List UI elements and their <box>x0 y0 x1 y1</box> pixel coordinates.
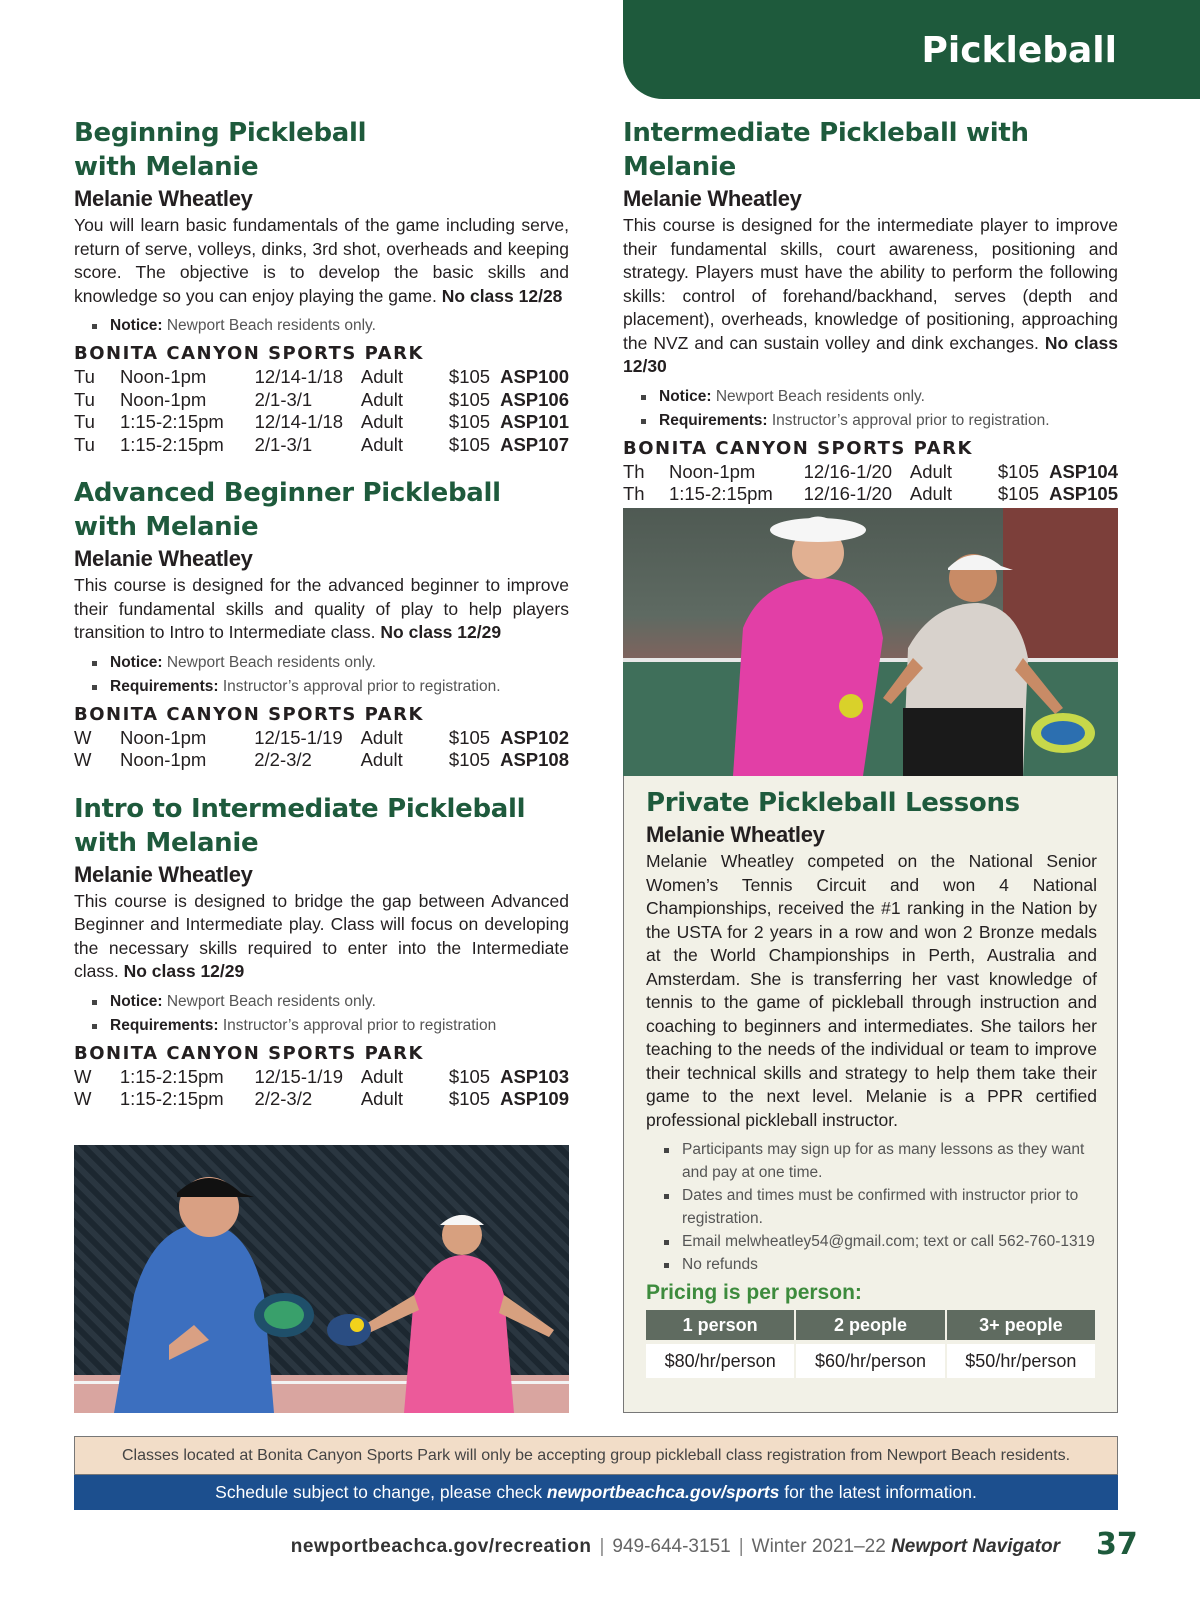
time-cell: Noon-1pm <box>119 726 207 748</box>
price-cell: $105 <box>448 726 491 748</box>
dates-cell: 2/1-3/1 <box>254 388 313 410</box>
price-cell: $105 <box>448 388 491 410</box>
day-cell: Th <box>623 460 645 482</box>
age-cell: Adult <box>360 411 404 432</box>
dates-cell: 12/16-1/20 <box>803 483 893 504</box>
pricing-header-row <box>646 1310 1095 1340</box>
notice-label: Notice: <box>110 992 163 1010</box>
venue-name: BONITA CANYON SPORTS PARK <box>74 1042 424 1064</box>
schedule-prefix: Schedule subject to change, please check <box>215 1482 543 1502</box>
pricing-header: 2 people <box>796 1310 944 1340</box>
table-row <box>74 366 569 389</box>
requirements-item <box>92 1014 569 1038</box>
course-title-line: with Melanie <box>74 152 259 182</box>
sports-link[interactable]: newportbeachca.gov/sports <box>546 1482 780 1502</box>
day-cell: Tu <box>74 411 95 432</box>
price-cell: $105 <box>448 1088 491 1109</box>
schedule-table <box>74 727 569 772</box>
time-cell: 1:15-2:15pm <box>119 411 224 432</box>
section-header-tab <box>623 0 1200 99</box>
day-cell: Tu <box>74 433 95 455</box>
pricing-title: Pricing is per person: <box>646 1281 862 1304</box>
venue-name: BONITA CANYON SPORTS PARK <box>623 437 973 459</box>
footer-phone: 949-644-3151 <box>612 1536 731 1557</box>
table-row <box>74 411 569 434</box>
notice-text: Newport Beach residents only. <box>166 317 376 334</box>
day-cell: Tu <box>74 366 95 387</box>
footer-separator: | <box>738 1536 744 1557</box>
course-description <box>74 214 569 308</box>
notice-label: Notice: <box>110 317 163 334</box>
day-cell: W <box>74 1065 92 1087</box>
requirements-label: Requirements: <box>110 677 219 695</box>
course-title-line: Advanced Beginner Pickleball <box>74 478 501 508</box>
table-row <box>74 1066 569 1089</box>
course-code-cell: ASP102 <box>500 726 569 748</box>
private-lessons-description: Melanie Wheatley competed on the National Senior Women’s Tennis Circuit and won 4 National Championships, received the #1 ranking in the Nation by the USTA for 2 years in a row and won 2 Bronze medals at the World Championships in Perth, Australia and Amsterdam. She is transferring her vast knowledge of tennis to the game of pickleball through instruction and coaching to beginners and intermediates. She tailors her teaching to the needs of the individual or team to improve their technical skills and strategy to help them take their game to the next level. Melanie is a PPR certified professional pickleball instructor. <box>646 851 1097 1130</box>
requirements-item <box>92 675 569 699</box>
instructor-name: Melanie Wheatley <box>646 822 825 847</box>
right-column <box>623 116 1118 571</box>
dates-cell: 12/14-1/18 <box>254 366 344 387</box>
requirements-text: Instructor’s approval prior to registration <box>222 1016 497 1034</box>
course-code-cell: ASP108 <box>500 749 569 770</box>
private-lessons-notes <box>664 1138 1097 1276</box>
pricing-rate: $80/hr/person <box>646 1340 794 1378</box>
table-row <box>623 483 1118 506</box>
page-number: 37 <box>1096 1527 1138 1562</box>
pricing-rate: $50/hr/person <box>947 1340 1095 1378</box>
age-cell: Adult <box>360 1088 403 1109</box>
requirements-text: Instructor’s approval prior to registration. <box>222 677 501 695</box>
course-title: Intermediate Pickleball with Melanie <box>623 118 1029 182</box>
price-cell: $105 <box>997 483 1040 504</box>
instructor-name: Melanie Wheatley <box>74 861 253 887</box>
course-intro-intermediate <box>74 792 569 1111</box>
recreation-link[interactable]: newportbeachca.gov/recreation <box>290 1536 592 1557</box>
course-intermediate <box>623 116 1118 551</box>
venue-name: BONITA CANYON SPORTS PARK <box>74 703 424 725</box>
course-title-line: with Melanie <box>74 827 259 858</box>
age-cell: Adult <box>909 460 953 482</box>
price-cell: $105 <box>997 460 1040 482</box>
description-text: This course is designed to bridge the gap between Advanced Beginner and Intermediate play. Class will focus on developing the necessary skills required to enter into the Intermediate class. <box>74 890 569 981</box>
course-code-cell: ASP103 <box>500 1065 569 1087</box>
requirements-label: Requirements: <box>110 1016 219 1034</box>
pricing-rate: $60/hr/person <box>796 1340 944 1378</box>
course-title-line: with Melanie <box>74 512 259 542</box>
instructor-name: Melanie Wheatley <box>74 186 253 211</box>
venue-name: BONITA CANYON SPORTS PARK <box>74 343 424 364</box>
pricing-table <box>644 1310 1097 1378</box>
time-cell: Noon-1pm <box>119 749 207 770</box>
table-row <box>74 389 569 412</box>
price-cell: $105 <box>448 366 491 387</box>
requirements-text: Instructor’s approval prior to registration. <box>771 411 1050 429</box>
no-class-note: No class 12/29 <box>380 622 502 642</box>
dates-cell: 12/15-1/19 <box>254 1065 344 1087</box>
course-beginning <box>74 116 569 456</box>
dates-cell: 12/15-1/19 <box>254 726 343 748</box>
time-cell: 1:15-2:15pm <box>119 1088 224 1109</box>
age-cell: Adult <box>360 366 404 387</box>
notice-item <box>92 314 569 338</box>
note-item: No refunds <box>664 1253 1097 1276</box>
time-cell: 1:15-2:15pm <box>119 433 224 455</box>
age-cell: Adult <box>360 433 404 455</box>
notes-list <box>92 990 569 1038</box>
notice-text: Newport Beach residents only. <box>166 992 376 1010</box>
residency-notice-bar: Classes located at Bonita Canyon Sports Park will only be accepting group pickleball class registration from Newport Beach residents. <box>74 1436 1118 1475</box>
table-row <box>74 727 569 750</box>
schedule-table <box>74 366 569 456</box>
course-description <box>74 890 569 984</box>
note-item: Participants may sign up for as many lessons as they want and pay at one time. <box>664 1138 1097 1184</box>
day-cell: Tu <box>74 388 95 410</box>
course-description <box>74 574 569 645</box>
age-cell: Adult <box>360 749 403 770</box>
age-cell: Adult <box>360 388 404 410</box>
price-cell: $105 <box>448 1065 491 1087</box>
description-text: This course is designed for the intermediate player to improve their fundamental skills, court awareness, positioning and strategy. Players must have the ability to perform the following skills: control of forehand/backhand, serves (depth and placement), overheads, knowledge of positioning, approaching the NVZ and can sustain volley and dink exchanges. <box>623 215 1118 353</box>
course-title <box>74 116 569 184</box>
no-class-note: No class 12/29 <box>123 961 245 981</box>
dates-cell: 2/1-3/1 <box>254 433 313 455</box>
time-cell: Noon-1pm <box>119 366 207 387</box>
course-title <box>74 792 569 860</box>
private-lessons-box <box>623 776 1118 1413</box>
private-lessons-content <box>646 786 1097 1378</box>
course-code-cell: ASP105 <box>1049 483 1118 504</box>
requirements-label: Requirements: <box>659 411 768 429</box>
dates-cell: 2/2-3/2 <box>254 749 312 770</box>
course-title <box>74 476 569 544</box>
notice-label: Notice: <box>659 387 712 405</box>
pricing-header: 3+ people <box>947 1310 1095 1340</box>
table-row <box>74 1088 569 1111</box>
notes-list <box>92 651 569 699</box>
course-code-cell: ASP101 <box>500 411 569 432</box>
table-row <box>623 461 1118 484</box>
age-cell: Adult <box>360 726 403 748</box>
notice-item <box>641 385 1118 409</box>
dates-cell: 12/14-1/18 <box>254 411 344 432</box>
footer-separator: | <box>599 1536 605 1557</box>
footer-season: Winter 2021–22 <box>751 1536 886 1557</box>
price-cell: $105 <box>448 433 491 455</box>
schedule-table <box>74 1066 569 1111</box>
day-cell: W <box>74 1088 92 1109</box>
day-cell: W <box>74 726 92 748</box>
left-column <box>74 116 569 1131</box>
course-description <box>623 214 1118 379</box>
course-code-cell: ASP100 <box>500 366 569 387</box>
pricing-header: 1 person <box>646 1310 794 1340</box>
age-cell: Adult <box>909 483 953 504</box>
no-class-note: No class 12/30 <box>623 332 1118 376</box>
description-text: This course is designed for the advanced beginner to improve their fundamental skills and quality of play to help players transition to Intro to Intermediate class. <box>74 575 569 642</box>
price-cell: $105 <box>448 749 491 770</box>
players-photo-left <box>74 1145 569 1413</box>
dates-cell: 12/16-1/20 <box>803 460 893 482</box>
course-code-cell: ASP106 <box>500 388 569 410</box>
note-item: Email melwheatley54@gmail.com; text or call 562-760-1319 <box>664 1230 1097 1253</box>
schedule-suffix: for the latest information. <box>784 1482 977 1502</box>
course-title-line: Intro to Intermediate Pickleball <box>74 793 526 824</box>
no-class-note: No class 12/28 <box>441 285 563 306</box>
age-cell: Adult <box>360 1065 403 1087</box>
instructor-photo-right <box>623 508 1118 776</box>
private-lessons-title: Private Pickleball Lessons <box>646 788 1020 818</box>
notice-text: Newport Beach residents only. <box>166 653 376 671</box>
notice-item <box>92 990 569 1014</box>
day-cell: Th <box>623 483 645 504</box>
description-text: You will learn basic fundamentals of the game including serve, return of serve, volleys, dinks, 3rd shot, overheads and keeping score. The objective is to develop the basic skills and knowledge so you can enjoy playing the game. <box>74 215 569 306</box>
notice-text: Newport Beach residents only. <box>715 387 925 405</box>
page-footer <box>0 1532 1060 1562</box>
notice-item <box>92 651 569 675</box>
course-code-cell: ASP109 <box>500 1088 569 1109</box>
requirements-item <box>641 409 1118 433</box>
section-title: Pickleball <box>921 30 1117 71</box>
day-cell: W <box>74 749 92 770</box>
publication-name: Newport Navigator <box>891 1536 1060 1557</box>
notice-label: Notice: <box>110 653 163 671</box>
time-cell: 1:15-2:15pm <box>119 1065 224 1087</box>
course-title-line: Beginning Pickleball <box>74 118 367 148</box>
course-code-cell: ASP107 <box>500 433 569 455</box>
schedule-notice-bar <box>74 1475 1118 1510</box>
notes-list <box>92 314 569 338</box>
table-row <box>74 434 569 457</box>
time-cell: Noon-1pm <box>668 460 756 482</box>
course-code-cell: ASP104 <box>1049 460 1118 482</box>
instructor-name: Melanie Wheatley <box>623 186 802 211</box>
dates-cell: 2/2-3/2 <box>254 1088 313 1109</box>
note-item: Dates and times must be confirmed with instructor prior to registration. <box>664 1184 1097 1230</box>
table-row <box>74 749 569 772</box>
instructor-name: Melanie Wheatley <box>74 546 253 571</box>
time-cell: Noon-1pm <box>119 388 207 410</box>
price-cell: $105 <box>448 411 491 432</box>
time-cell: 1:15-2:15pm <box>668 483 773 504</box>
pricing-rate-row <box>646 1340 1095 1378</box>
course-advanced-beginner <box>74 476 569 772</box>
notes-list <box>641 385 1118 433</box>
